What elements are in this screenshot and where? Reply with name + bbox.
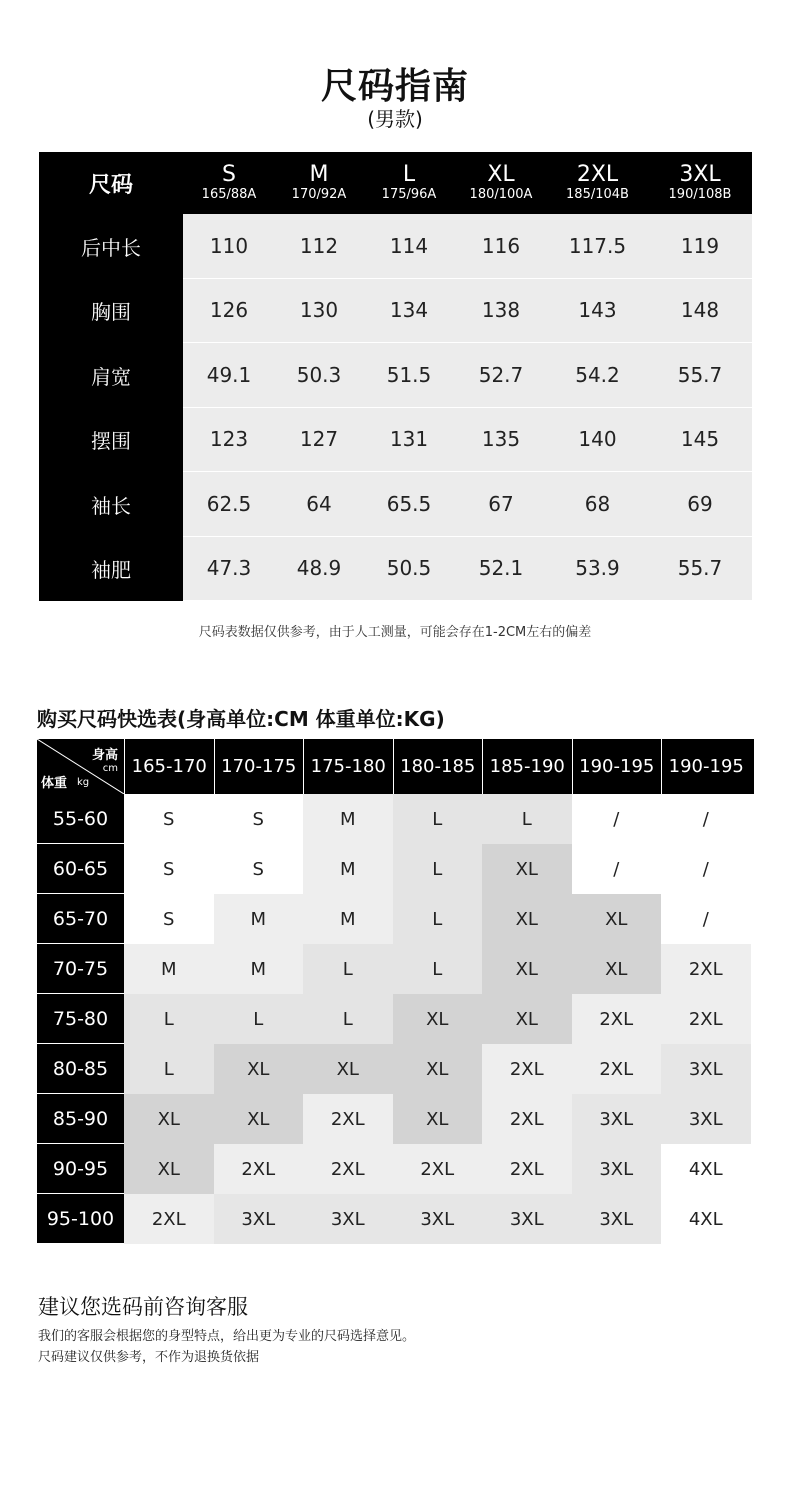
measurement-label: 袖长 bbox=[39, 472, 183, 537]
recommended-size-cell: L bbox=[214, 994, 304, 1044]
size-column-3xl: 3XL 190/108B bbox=[668, 162, 732, 202]
measurement-value: 50.3 bbox=[296, 362, 342, 387]
measurement-value: 123 bbox=[209, 427, 249, 452]
recommended-size-cell: M bbox=[214, 944, 304, 994]
measurement-value: 54.2 bbox=[575, 362, 620, 387]
recommended-size-cell: 2XL bbox=[482, 1044, 572, 1094]
recommended-size-cell: 3XL bbox=[572, 1144, 662, 1194]
measurement-row bbox=[39, 343, 752, 408]
measurement-value: 143 bbox=[578, 298, 617, 323]
quick-select-table bbox=[37, 739, 754, 1244]
height-range-header: 165-170 bbox=[124, 739, 214, 794]
weight-range-label: 65-70 bbox=[37, 894, 124, 944]
measurement-label: 后中长 bbox=[39, 214, 183, 279]
recommended-size-cell: 3XL bbox=[303, 1194, 393, 1244]
recommended-size-cell: 2XL bbox=[303, 1094, 393, 1144]
size-column-xl: XL 180/100A bbox=[469, 162, 533, 202]
weight-row bbox=[37, 994, 754, 1044]
measurement-label: 胸围 bbox=[39, 279, 183, 344]
recommended-size-cell: L bbox=[124, 1044, 214, 1094]
weight-range-label: 55-60 bbox=[37, 794, 124, 844]
quick-select-header bbox=[37, 739, 754, 794]
recommended-size-cell: 2XL bbox=[482, 1094, 572, 1144]
measurement-value: 53.9 bbox=[575, 556, 620, 581]
recommended-size-cell: 2XL bbox=[124, 1194, 214, 1244]
measurement-value: 64 bbox=[306, 491, 332, 516]
measurement-value: 148 bbox=[680, 298, 720, 323]
corner-header bbox=[37, 739, 124, 794]
weight-row bbox=[37, 844, 754, 894]
measurement-value: 65.5 bbox=[386, 491, 432, 516]
measurement-value: 119 bbox=[680, 233, 720, 258]
recommended-size-cell: M bbox=[303, 894, 393, 944]
weight-axis-label: 体重 bbox=[41, 776, 68, 791]
measurement-value: 145 bbox=[680, 427, 720, 452]
height-range-header: 190-195 bbox=[572, 739, 662, 794]
recommended-size-cell: XL bbox=[572, 944, 662, 994]
weight-row bbox=[37, 794, 754, 844]
measurement-value: 131 bbox=[389, 427, 429, 452]
size-table-header bbox=[39, 152, 752, 214]
recommended-size-cell: L bbox=[124, 994, 214, 1044]
measurement-value: 62.5 bbox=[206, 491, 252, 516]
recommended-size-cell: M bbox=[214, 894, 304, 944]
weight-row bbox=[37, 1044, 754, 1094]
recommended-size-cell: XL bbox=[393, 994, 483, 1044]
recommended-size-cell: 2XL bbox=[572, 994, 662, 1044]
recommended-size-cell: XL bbox=[393, 1044, 483, 1094]
recommended-size-cell: 2XL bbox=[572, 1044, 662, 1094]
height-axis-label: 身高 bbox=[91, 748, 118, 763]
weight-range-label: 70-75 bbox=[37, 944, 124, 994]
recommended-size-cell: XL bbox=[214, 1044, 304, 1094]
measurement-value: 49.1 bbox=[206, 362, 252, 387]
measurement-row bbox=[39, 537, 752, 602]
recommended-size-cell: L bbox=[303, 944, 393, 994]
measurement-value: 112 bbox=[299, 233, 339, 258]
measurement-value: 114 bbox=[389, 233, 429, 258]
recommended-size-cell: L bbox=[393, 944, 483, 994]
measurement-value: 126 bbox=[209, 298, 249, 323]
recommended-size-cell: S bbox=[214, 794, 304, 844]
measurement-value: 116 bbox=[481, 233, 521, 258]
measurement-value: 135 bbox=[481, 427, 521, 452]
recommended-size-cell: 3XL bbox=[661, 1044, 751, 1094]
weight-row bbox=[37, 944, 754, 994]
measurement-label: 袖肥 bbox=[39, 537, 183, 602]
recommended-size-cell: M bbox=[303, 844, 393, 894]
page-title: 尺码指南 bbox=[320, 66, 469, 107]
height-range-header: 175-180 bbox=[303, 739, 393, 794]
measurement-row bbox=[39, 408, 752, 473]
height-range-header: 190-195 bbox=[661, 739, 751, 794]
recommended-size-cell: XL bbox=[303, 1044, 393, 1094]
recommended-size-cell: S bbox=[124, 794, 214, 844]
measurement-value: 138 bbox=[481, 298, 521, 323]
recommended-size-cell: XL bbox=[482, 944, 572, 994]
size-table-corner: 尺码 bbox=[39, 152, 183, 214]
recommended-size-cell: 3XL bbox=[572, 1094, 662, 1144]
size-table bbox=[39, 152, 752, 601]
recommended-size-cell: XL bbox=[214, 1094, 304, 1144]
size-column-2xl: 2XL 185/104B bbox=[566, 162, 629, 202]
recommended-size-cell: 3XL bbox=[572, 1194, 662, 1244]
measurement-value: 55.7 bbox=[677, 556, 723, 581]
recommended-size-cell: 2XL bbox=[393, 1144, 483, 1194]
measurement-row bbox=[39, 279, 752, 344]
weight-row bbox=[37, 894, 754, 944]
recommended-size-cell: XL bbox=[482, 894, 572, 944]
recommended-size-cell: / bbox=[572, 844, 662, 894]
size-column-s: S 165/88A bbox=[201, 162, 257, 202]
recommended-size-cell: XL bbox=[482, 844, 572, 894]
recommended-size-cell: 3XL bbox=[482, 1194, 572, 1244]
recommended-size-cell: 2XL bbox=[214, 1144, 304, 1194]
recommended-size-cell: S bbox=[124, 844, 214, 894]
weight-range-label: 90-95 bbox=[37, 1144, 124, 1194]
recommended-size-cell: L bbox=[303, 994, 393, 1044]
recommended-size-cell: L bbox=[482, 794, 572, 844]
recommended-size-cell: / bbox=[661, 844, 751, 894]
recommended-size-cell: 4XL bbox=[661, 1194, 751, 1244]
weight-range-label: 95-100 bbox=[37, 1194, 124, 1244]
recommended-size-cell: 3XL bbox=[214, 1194, 304, 1244]
measurement-value: 47.3 bbox=[206, 556, 252, 581]
advice-line-1: 我们的客服会根据您的身型特点，给出更为专业的尺码选择意见。 bbox=[38, 1329, 416, 1344]
advice-line-2: 尺码建议仅供参考，不作为退换货依据 bbox=[38, 1350, 260, 1365]
measurement-label: 肩宽 bbox=[39, 343, 183, 408]
weight-range-label: 75-80 bbox=[37, 994, 124, 1044]
recommended-size-cell: 2XL bbox=[661, 944, 751, 994]
weight-unit: kg bbox=[77, 777, 90, 788]
measurement-value: 140 bbox=[578, 427, 617, 452]
measurement-row bbox=[39, 472, 752, 537]
weight-range-label: 85-90 bbox=[37, 1094, 124, 1144]
recommended-size-cell: 2XL bbox=[482, 1144, 572, 1194]
measurement-value: 68 bbox=[584, 491, 611, 516]
size-column-m: M 170/92A bbox=[291, 162, 347, 202]
recommended-size-cell: M bbox=[303, 794, 393, 844]
recommended-size-cell: XL bbox=[124, 1094, 214, 1144]
recommended-size-cell: XL bbox=[124, 1144, 214, 1194]
measurement-value: 127 bbox=[299, 427, 339, 452]
height-range-header: 185-190 bbox=[482, 739, 572, 794]
recommended-size-cell: / bbox=[572, 794, 662, 844]
advice-title: 建议您选码前咨询客服 bbox=[38, 1295, 248, 1319]
quick-select-title: 购买尺码快选表(身高单位:CM 体重单位:KG) bbox=[37, 707, 445, 731]
height-range-header: 170-175 bbox=[214, 739, 304, 794]
size-column-l: L 175/96A bbox=[381, 162, 437, 202]
measurement-row bbox=[39, 214, 752, 279]
recommended-size-cell: 2XL bbox=[303, 1144, 393, 1194]
recommended-size-cell: XL bbox=[482, 994, 572, 1044]
recommended-size-cell: M bbox=[124, 944, 214, 994]
measurement-value: 50.5 bbox=[386, 556, 432, 581]
measurement-value: 67 bbox=[488, 491, 514, 516]
recommended-size-cell: L bbox=[393, 794, 483, 844]
height-range-header: 180-185 bbox=[393, 739, 483, 794]
recommended-size-cell: L bbox=[393, 894, 483, 944]
recommended-size-cell: 4XL bbox=[661, 1144, 751, 1194]
weight-row bbox=[37, 1094, 754, 1144]
weight-range-label: 60-65 bbox=[37, 844, 124, 894]
measurement-value: 134 bbox=[389, 298, 429, 323]
measurement-value: 69 bbox=[687, 491, 713, 516]
recommended-size-cell: S bbox=[214, 844, 304, 894]
recommended-size-cell: L bbox=[393, 844, 483, 894]
weight-range-label: 80-85 bbox=[37, 1044, 124, 1094]
weight-row bbox=[37, 1194, 754, 1244]
recommended-size-cell: S bbox=[124, 894, 214, 944]
recommended-size-cell: / bbox=[661, 894, 751, 944]
measurement-label: 摆围 bbox=[39, 408, 183, 473]
measurement-value: 51.5 bbox=[386, 362, 432, 387]
recommended-size-cell: 3XL bbox=[661, 1094, 751, 1144]
measurement-value: 130 bbox=[299, 298, 339, 323]
measurement-value: 52.7 bbox=[478, 362, 524, 387]
height-unit: cm bbox=[102, 763, 118, 774]
recommended-size-cell: 2XL bbox=[661, 994, 751, 1044]
recommended-size-cell: / bbox=[661, 794, 751, 844]
weight-row bbox=[37, 1144, 754, 1194]
page-subtitle: (男款) bbox=[367, 107, 423, 131]
recommended-size-cell: XL bbox=[572, 894, 662, 944]
measurement-value: 117.5 bbox=[568, 233, 627, 258]
recommended-size-cell: XL bbox=[393, 1094, 483, 1144]
measurement-value: 52.1 bbox=[478, 556, 524, 581]
measurement-value: 110 bbox=[209, 233, 249, 258]
measurement-note: 尺码表数据仅供参考，由于人工测量，可能会存在1-2CM左右的偏差 bbox=[198, 625, 592, 640]
measurement-value: 55.7 bbox=[677, 362, 723, 387]
recommended-size-cell: 3XL bbox=[393, 1194, 483, 1244]
measurement-value: 48.9 bbox=[296, 556, 342, 581]
